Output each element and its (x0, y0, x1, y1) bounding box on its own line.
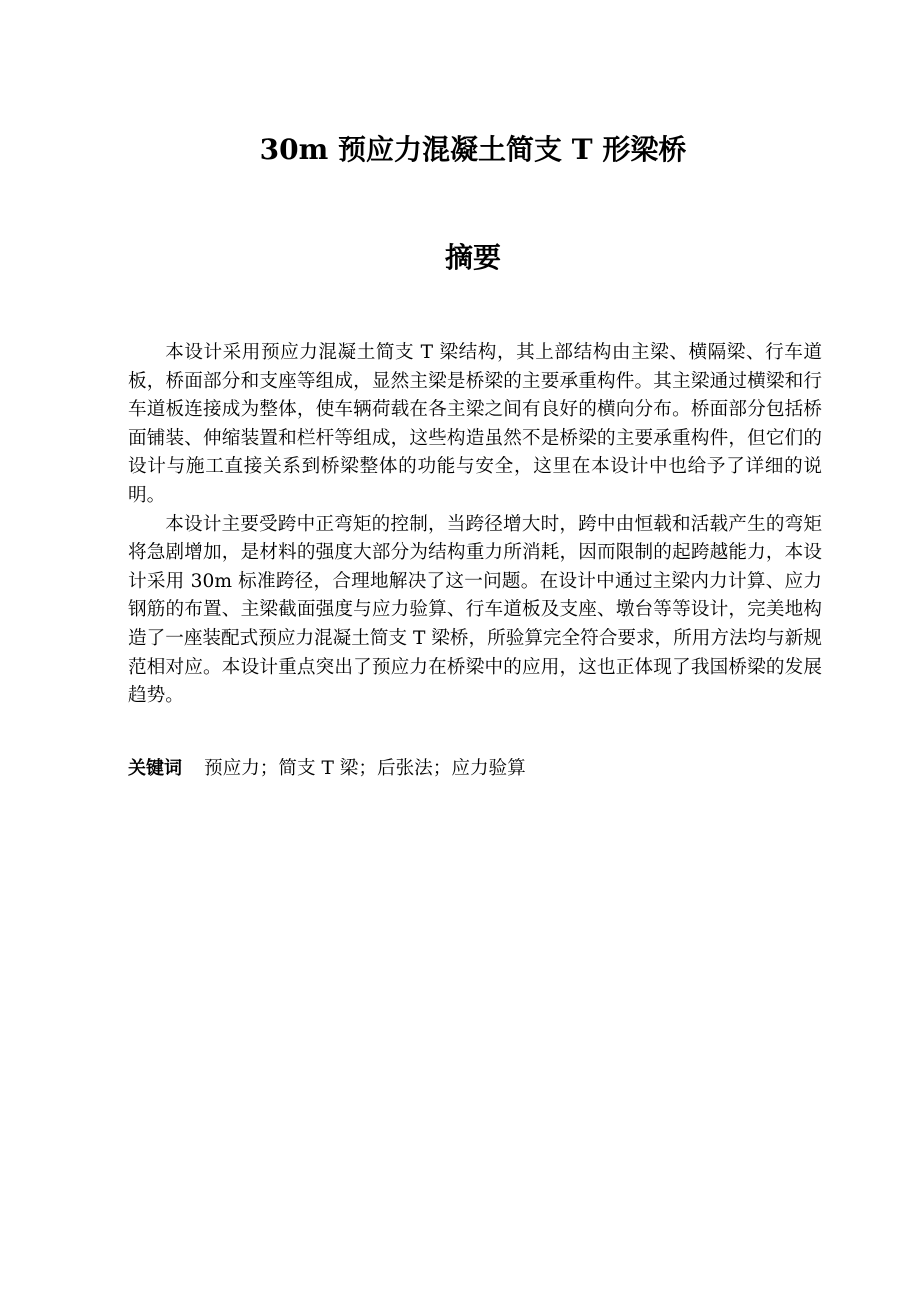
keywords-value: 预应力；简支 T 梁；后张法；应力验算 (204, 758, 526, 779)
abstract-paragraph: 本设计主要受跨中正弯矩的控制，当跨径增大时，跨中由恒载和活载产生的弯矩将急剧增加，是材料的强度大部分为结构重力所消耗，因而限制的起跨越能力，本设计采用 30m 标准跨径，合理地解决了这一问题。在设计中通过主梁内力计算、应力钢筋的布置、主梁截面强度与应力验算、行车道板及支座、墩台等等设计，完美地构造了一座装配式预应力混凝土简支 T 梁桥，所验算完全符合要求，所用方法均与新规范相对应。本设计重点突出了预应力在桥梁中的应用，这也正体现了我国桥梁的发展趋势。 (128, 513, 822, 707)
abstract-paragraph: 本设计采用预应力混凝土简支 T 梁结构，其上部结构由主梁、横隔梁、行车道板，桥面部分和支座等组成，显然主梁是桥梁的主要承重构件。其主梁通过横梁和行车道板连接成为整体，使车辆荷载在各主梁之间有良好的横向分布。桥面部分包括桥面铺装、伸缩装置和栏杆等组成，这些构造虽然不是桥梁的主要承重构件，但它们的设计与施工直接关系到桥梁整体的功能与安全，这里在本设计中也给予了详细的说明。 (128, 342, 822, 506)
document-title: 30m 预应力混凝土简支 T 形梁桥 (259, 133, 687, 166)
keywords-label: 关键词 (128, 758, 182, 779)
abstract-heading: 摘要 (444, 241, 501, 274)
keywords-line (128, 755, 822, 783)
abstract-body (128, 339, 822, 711)
